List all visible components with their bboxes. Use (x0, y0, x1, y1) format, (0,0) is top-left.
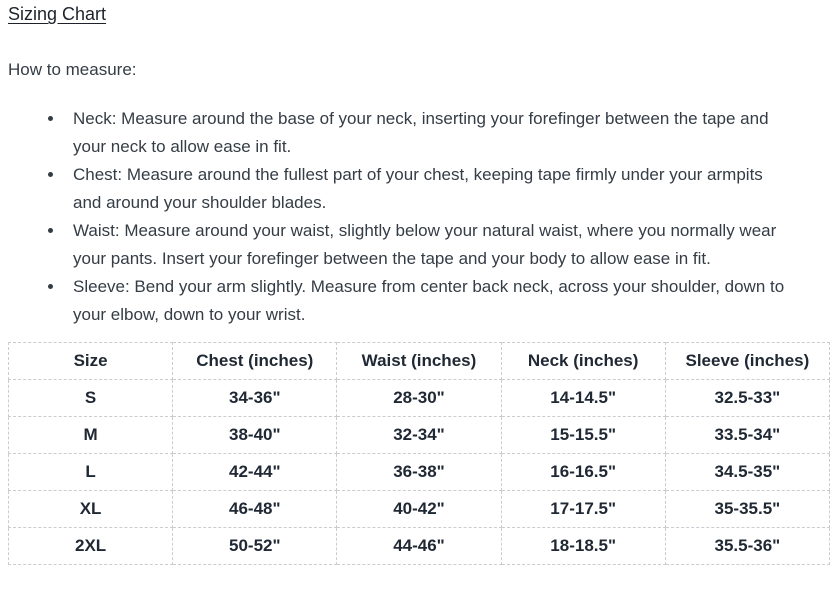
column-header-waist: Waist (inches) (337, 343, 501, 380)
list-item-chest: • Chest: Measure around the fullest part of your chest, keeping tape firmly under your armpits and around your shoulder blades. (65, 161, 793, 217)
measurement-instructions-list (8, 105, 829, 329)
list-item-waist: • Waist: Measure around your waist, slightly below your natural waist, where you normally wear your pants. Insert your forefinger between the tape and your body to allow ease in fit. (65, 217, 793, 273)
cell-size: S (9, 380, 173, 417)
page-title: Sizing Chart (8, 4, 107, 24)
column-header-size: Size (9, 343, 173, 380)
list-item-neck: • Neck: Measure around the base of your neck, inserting your forefinger between the tape and your neck to allow ease in fit. (65, 105, 793, 161)
cell-neck: 15-15.5" (501, 417, 665, 454)
sizing-table (8, 342, 830, 565)
table-row-l (9, 454, 830, 491)
cell-sleeve: 35-35.5" (665, 491, 829, 528)
cell-neck: 18-18.5" (501, 528, 665, 565)
table-row-2xl (9, 528, 830, 565)
cell-neck: 17-17.5" (501, 491, 665, 528)
cell-size: 2XL (9, 528, 173, 565)
list-item-sleeve: • Sleeve: Bend your arm slightly. Measure from center back neck, across your shoulder, down to your elbow, down to your wrist. (65, 273, 793, 329)
cell-waist: 40-42" (337, 491, 501, 528)
cell-chest: 42-44" (173, 454, 337, 491)
cell-neck: 16-16.5" (501, 454, 665, 491)
cell-chest: 34-36" (173, 380, 337, 417)
cell-chest: 46-48" (173, 491, 337, 528)
table-row-xl (9, 491, 830, 528)
cell-chest: 50-52" (173, 528, 337, 565)
table-row-m (9, 417, 830, 454)
column-header-sleeve: Sleeve (inches) (665, 343, 829, 380)
table-header-row (9, 343, 830, 380)
cell-sleeve: 32.5-33" (665, 380, 829, 417)
column-header-neck: Neck (inches) (501, 343, 665, 380)
column-header-chest: Chest (inches) (173, 343, 337, 380)
cell-sleeve: 33.5-34" (665, 417, 829, 454)
cell-neck: 14-14.5" (501, 380, 665, 417)
cell-size: M (9, 417, 173, 454)
cell-sleeve: 35.5-36" (665, 528, 829, 565)
how-to-measure-heading: How to measure: (8, 60, 137, 79)
cell-waist: 32-34" (337, 417, 501, 454)
cell-waist: 44-46" (337, 528, 501, 565)
cell-waist: 28-30" (337, 380, 501, 417)
cell-sleeve: 34.5-35" (665, 454, 829, 491)
cell-chest: 38-40" (173, 417, 337, 454)
cell-size: L (9, 454, 173, 491)
cell-waist: 36-38" (337, 454, 501, 491)
table-row-s (9, 380, 830, 417)
cell-size: XL (9, 491, 173, 528)
